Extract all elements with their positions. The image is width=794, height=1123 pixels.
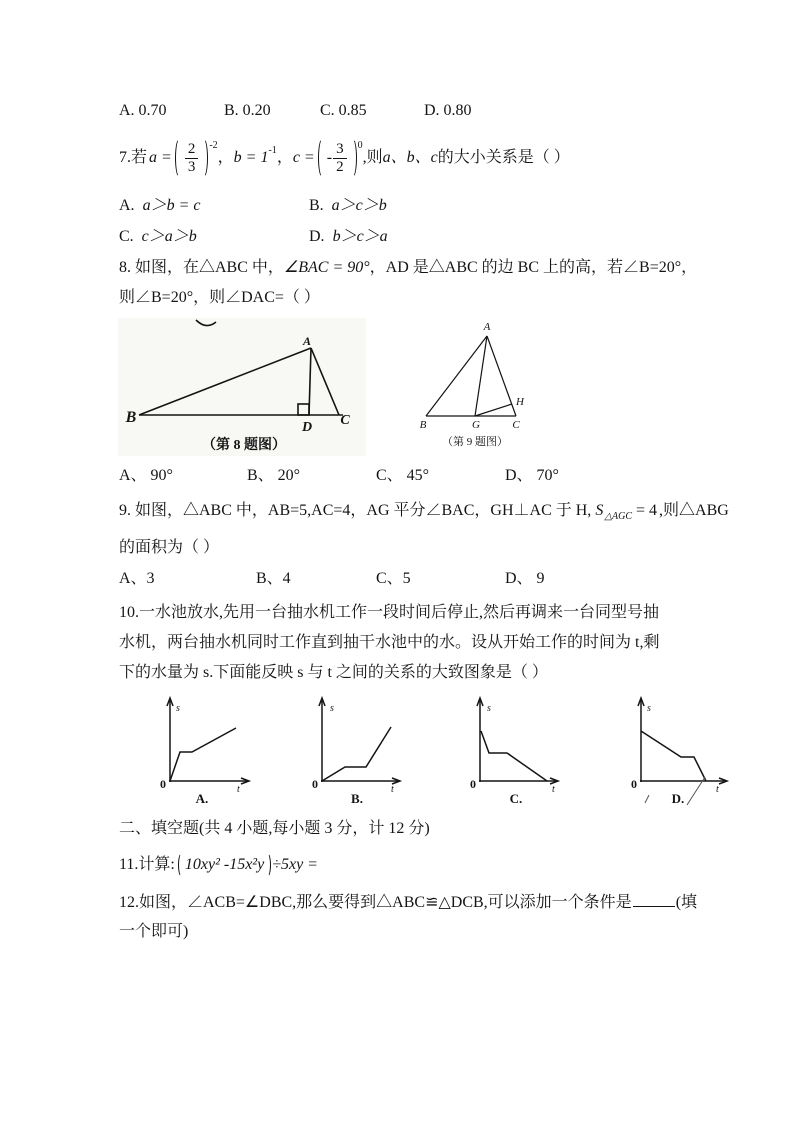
q7-sep-1: ， xyxy=(217,149,234,166)
q10-line-1: 10.一水池放水,先用一台抽水机工作一段时间后停止,然后再调来一台同型号抽 xyxy=(119,604,660,621)
graph-b-origin: 0 xyxy=(312,777,318,791)
graph-b-label: B. xyxy=(351,791,363,806)
q9-option-a: A、3 xyxy=(119,570,155,587)
graph-b-y-label: s xyxy=(330,703,334,714)
q8-option-d: D、 70° xyxy=(505,467,559,484)
q8-option-a: A、 90° xyxy=(119,467,173,484)
q7-lead: 7.若 xyxy=(119,149,148,166)
q11-rest-expr: ÷5xy = xyxy=(272,856,318,873)
q7-b-lhs: b = 1 xyxy=(233,149,269,166)
q7-c-denominator: 2 xyxy=(336,158,344,175)
q7-sep-2: ， xyxy=(276,149,293,166)
section-2-title: 二、填空题(共 4 小题,每小题 3 分，计 12 分) xyxy=(119,820,430,837)
q7-option-c xyxy=(119,227,197,247)
q9-option-c: C、5 xyxy=(376,570,411,587)
q7-option-c-label: C. xyxy=(119,228,134,245)
q7-tail-lead: ,则 xyxy=(362,149,383,166)
figure-9-label-b: B xyxy=(419,419,427,431)
figure-8-label-a: A xyxy=(302,334,312,348)
graph-c-x-label: t xyxy=(552,784,555,795)
q7-option-d xyxy=(309,227,388,247)
q7-option-b-label: B. xyxy=(309,197,324,214)
graph-a-curve xyxy=(170,728,236,781)
graph-b xyxy=(302,695,412,810)
q7-a-numerator: 2 xyxy=(185,141,199,159)
figure-9-label-h: H xyxy=(516,396,524,408)
figure-9-caption: （第 9 题图） xyxy=(442,436,508,448)
q6-option-c: C. 0.85 xyxy=(320,102,367,119)
q11-lead: 11.计算: xyxy=(119,856,175,873)
q9-area-symbol: S xyxy=(595,502,604,519)
graph-b-curve xyxy=(322,727,391,781)
q7-option-a-label: A. xyxy=(119,197,135,214)
q6-option-a: A. 0.70 xyxy=(119,102,167,119)
q10-line-2: 水机，两台抽水机同时工作直到抽干水池中的水。设从开始工作的时间为 t,剩 xyxy=(119,634,660,651)
figure-9-label-c: C xyxy=(512,419,520,431)
graph-c-curve xyxy=(481,731,547,781)
q7-c-numerator: 3 xyxy=(333,141,347,159)
q8-option-b: B、 20° xyxy=(247,467,301,484)
q11-right-paren xyxy=(264,853,271,877)
q7-option-b xyxy=(309,196,387,216)
graph-c-label: C. xyxy=(509,791,523,806)
q7-tail-vars: a、b、c xyxy=(382,149,438,166)
figure-8-label-c: C xyxy=(340,413,350,428)
figure-8-scan-background xyxy=(118,318,366,456)
q9-option-d: D、 9 xyxy=(505,570,545,587)
q7-a-denominator: 3 xyxy=(187,158,196,175)
q8-line-1 xyxy=(119,258,697,278)
q9-line-2: 的面积为（ ） xyxy=(119,539,220,556)
q8-line-1-a: 8. 如图，在△ABC 中， xyxy=(119,259,284,276)
figure-8-label-b: B xyxy=(125,409,137,426)
q7-stem xyxy=(119,138,570,178)
graph-a-y-label: s xyxy=(176,703,180,714)
q7-tail-end: 的大小关系是（ ） xyxy=(437,149,570,166)
q8-line-1-math: ∠BAC = 90° xyxy=(283,259,370,276)
figure-8-caption: （第 8 题图） xyxy=(202,438,286,453)
q12-answer-blank xyxy=(633,891,675,907)
q7-b-exponent: -1 xyxy=(268,145,277,156)
graph-b-x-label: t xyxy=(391,784,394,795)
q7-option-c-expr: c＞a＞b xyxy=(141,228,197,245)
graph-a-label: A. xyxy=(195,791,209,806)
graph-c-origin: 0 xyxy=(470,777,476,791)
q11-left-paren xyxy=(178,853,185,877)
q7-option-b-expr: a＞c＞b xyxy=(331,197,387,214)
graph-c xyxy=(460,695,570,810)
graph-a-origin: 0 xyxy=(160,777,166,791)
figure-8-label-d: D xyxy=(301,420,313,435)
q7-option-d-expr: b＞c＞a xyxy=(332,228,388,245)
q11-inner-expr: 10xy² -15x²y xyxy=(184,856,265,873)
q7-option-a xyxy=(119,196,200,216)
q8-line-2: 则∠B=20°，则∠DAC=（ ） xyxy=(119,289,320,306)
q6-option-b: B. 0.20 xyxy=(224,102,271,119)
q9-area-subscript: △AGC xyxy=(604,511,633,522)
graph-a xyxy=(150,695,260,810)
graph-d-y-label: s xyxy=(647,703,651,714)
graph-c-y-label: s xyxy=(487,703,491,714)
figure-9-bisector-ag xyxy=(475,336,487,416)
graph-a-x-label: t xyxy=(237,784,240,795)
q9-line-1-a: 9. 如图，△ABC 中，AB=5,AC=4，AG 平分∠BAC，GH⊥AC 于 H, xyxy=(119,502,592,519)
q7-option-a-expr: a＞b = c xyxy=(142,197,201,214)
figure-9-label-g: G xyxy=(472,419,480,431)
q11-line xyxy=(119,853,318,877)
q7-c-left-paren xyxy=(318,138,327,178)
q9-option-b: B、4 xyxy=(256,570,291,587)
graph-d xyxy=(621,695,739,810)
q7-a-exponent: -2 xyxy=(209,140,218,151)
figure-9-segment-gh xyxy=(475,404,512,416)
q7-a-left-paren xyxy=(175,138,184,178)
graph-d-x-label: t xyxy=(716,784,719,795)
figure-8 xyxy=(118,318,368,458)
q6-option-d: D. 0.80 xyxy=(424,102,472,119)
q7-option-d-label: D. xyxy=(309,228,325,245)
figure-9-label-a: A xyxy=(483,321,491,333)
q9-line-1 xyxy=(119,501,729,523)
q12-line-1 xyxy=(119,891,697,913)
q7-a-right-paren xyxy=(199,138,208,178)
q8-option-c: C、 45° xyxy=(376,467,430,484)
q7-a-lhs: a = xyxy=(149,149,172,166)
q12-line-1-b: (填 xyxy=(675,894,698,911)
graph-d-pen-tick xyxy=(645,795,649,803)
q7-c-lhs: c = xyxy=(292,149,315,166)
q7-c-sign: - xyxy=(326,149,333,166)
graph-d-label: D. xyxy=(671,791,685,806)
q7-c-exponent: 0 xyxy=(357,140,363,151)
q9-area-value: = 4 xyxy=(636,502,658,519)
q7-a-fraction xyxy=(185,141,199,176)
q7-c-right-paren xyxy=(348,138,357,178)
q9-line-1-b: ,则△ABG xyxy=(659,502,729,519)
q12-line-1-a: 12.如图，∠ACB=∠DBC,那么要得到△ABC≌△DCB,可以添加一个条件是 xyxy=(119,894,632,911)
q8-line-1-b: ，AD 是△ABC 的边 BC 上的高，若∠B=20°， xyxy=(369,259,698,276)
figure-9-side-ab xyxy=(426,336,487,416)
q10-line-3: 下的水量为 s.下面能反映 s 与 t 之间的关系的大致图象是（ ） xyxy=(119,664,548,681)
q7-c-fraction xyxy=(333,141,347,176)
q12-line-2: 一个即可) xyxy=(119,923,189,940)
graph-d-origin: 0 xyxy=(631,777,637,791)
graph-d-curve xyxy=(641,731,706,781)
figure-9 xyxy=(410,318,540,453)
